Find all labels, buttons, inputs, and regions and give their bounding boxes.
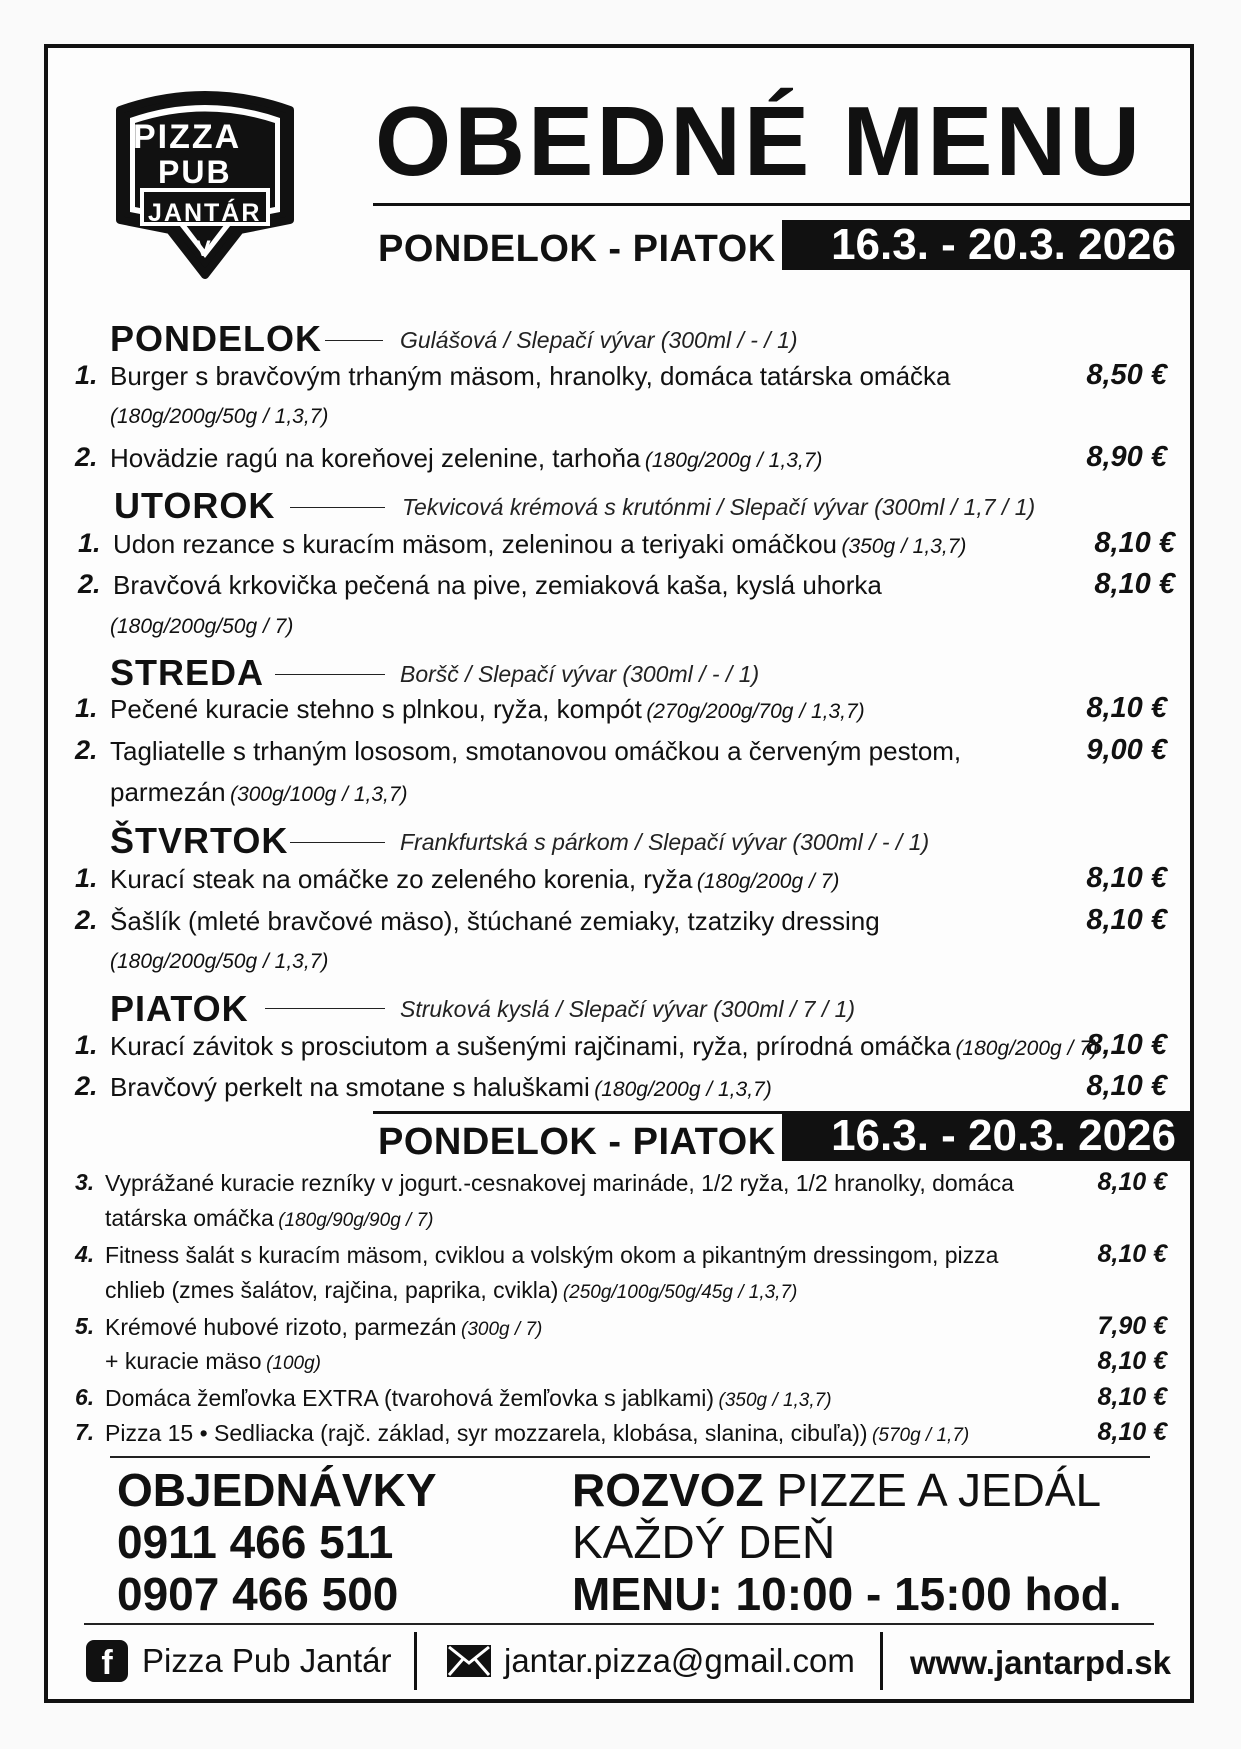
weekly-item-price: 8,10 € xyxy=(1097,1240,1167,1268)
item-allergens: (180g/200g / 1,3,7) xyxy=(644,449,823,472)
item-price: 8,10 € xyxy=(1086,862,1167,894)
day-title: UTOROK xyxy=(114,485,276,526)
item-number: 2. xyxy=(75,442,98,472)
item-allergens: (180g/200g/50g / 1,3,7) xyxy=(110,405,329,428)
weekly-item-text: Krémové hubové rizoto, parmezán xyxy=(105,1314,457,1340)
delivery-bold: ROZVOZ xyxy=(572,1464,764,1516)
weekly-item-addon: + kuracie mäso xyxy=(105,1348,262,1374)
item-price: 8,10 € xyxy=(1094,568,1175,600)
day-rule xyxy=(290,842,385,843)
email-link[interactable] xyxy=(446,1637,855,1685)
footer-separator xyxy=(414,1632,417,1690)
day-title: ŠTVRTOK xyxy=(110,820,289,861)
date-range: 16.3. - 20.3. 2026 xyxy=(831,220,1176,269)
facebook-name: Pizza Pub Jantár xyxy=(142,1642,392,1679)
weekly-item-row xyxy=(105,1205,434,1232)
item-number: 2. xyxy=(75,1071,98,1101)
weekly-item-text: Domáca žemľovka EXTRA (tvarohová žemľovka s jablkami) xyxy=(105,1385,715,1411)
footer-separator xyxy=(880,1632,883,1690)
item-price: 8,50 € xyxy=(1086,359,1167,391)
day-title: PONDELOK xyxy=(110,318,323,359)
weekly-item-text: Vyprážané kuracie rezníky v jogurt.-cesnakovej marináde, 1/2 ryža, 1/2 hranolky, domáca xyxy=(105,1170,1014,1196)
item-text: Hovädzie ragú na koreňovej zelenine, tarhoňa xyxy=(110,443,641,473)
item-text: Kurací steak na omáčke zo zeleného korenia, ryža xyxy=(110,864,693,894)
orders-phone-1[interactable]: 0911 466 511 xyxy=(117,1516,394,1568)
range-label: PONDELOK - PIATOK xyxy=(378,228,776,270)
day-soup: Tekvicová krémová s krutónmi / Slepačí vývar (300ml / 1,7 / 1) xyxy=(402,494,1036,520)
item-price: 8,10 € xyxy=(1094,527,1175,559)
weekly-item-row xyxy=(105,1314,542,1341)
item-number: 2. xyxy=(75,735,98,765)
item-text: Šašlík (mleté bravčové mäso), štúchané zemiaky, tzatziky dressing xyxy=(110,906,880,936)
item-text: Bravčová krkovička pečená na pive, zemiaková kaša, kyslá uhorka xyxy=(113,570,882,600)
weekly-item-price: 8,10 € xyxy=(1097,1418,1167,1446)
weekly-item-row xyxy=(105,1385,832,1412)
weekly-item-text-continued: chlieb (zmes šalátov, rajčina, paprika, cvikla) xyxy=(105,1277,559,1303)
item-allergens: (180g/200g/50g / 1,3,7) xyxy=(110,950,329,973)
logo-line-2: PUB xyxy=(158,154,232,190)
day-soup: Gulášová / Slepačí vývar (300ml / - / 1) xyxy=(400,327,798,353)
orders-label: OBJEDNÁVKY xyxy=(117,1464,437,1516)
item-allergens: (270g/200g/70g / 1,3,7) xyxy=(646,700,865,723)
weekly-item-price: 7,90 € xyxy=(1097,1312,1167,1340)
item-price: 8,10 € xyxy=(1086,1070,1167,1102)
weekly-item-row xyxy=(105,1420,969,1447)
day-rule xyxy=(325,340,383,341)
weekly-divider xyxy=(373,1111,783,1114)
page-title: OBEDNÉ MENU xyxy=(375,86,1144,196)
item-price: 8,10 € xyxy=(1086,904,1167,936)
weekly-item-row xyxy=(105,1277,797,1304)
item-row xyxy=(110,443,822,474)
item-number: 2. xyxy=(78,569,101,599)
weekly-date-bar xyxy=(782,1111,1194,1161)
weekly-item-allergens: (300g / 7) xyxy=(461,1319,543,1340)
day-title: PIATOK xyxy=(110,988,249,1029)
item-allergens: (180g/200g/50g / 7) xyxy=(110,615,294,638)
title-underline xyxy=(373,203,1193,206)
footer-top-rule xyxy=(84,1623,1154,1625)
day-rule xyxy=(290,507,385,508)
item-price: 8,10 € xyxy=(1086,1029,1167,1061)
item-row xyxy=(110,777,408,808)
item-price: 8,10 € xyxy=(1086,692,1167,724)
weekly-item-price: 8,10 € xyxy=(1097,1168,1167,1196)
item-allergens: (350g / 1,3,7) xyxy=(841,535,967,558)
item-text: Kurací závitok s prosciutom a sušenými rajčinami, ryža, prírodná omáčka xyxy=(110,1031,951,1061)
item-number: 1. xyxy=(75,693,98,723)
weekly-item-allergens: (350g / 1,3,7) xyxy=(718,1390,832,1411)
item-text: Burger s bravčovým trhaným mäsom, hranolky, domáca tatárska omáčka xyxy=(110,361,951,391)
delivery-line-2: KAŽDÝ DEŇ xyxy=(572,1516,836,1568)
facebook-icon: f xyxy=(86,1640,128,1682)
weekly-item-number: 7. xyxy=(75,1419,95,1445)
weekly-item-number: 6. xyxy=(75,1384,95,1410)
item-number: 1. xyxy=(75,863,98,893)
item-allergens: (180g/200g / 1,3,7) xyxy=(594,1078,772,1101)
weekly-item-allergens: (250g/100g/50g/45g / 1,3,7) xyxy=(562,1282,798,1303)
item-row xyxy=(110,1072,772,1103)
delivery-hours: MENU: 10:00 - 15:00 hod. xyxy=(572,1568,1122,1620)
weekly-item-row xyxy=(105,1348,321,1375)
item-text: Bravčový perkelt na smotane s haluškami xyxy=(110,1072,590,1102)
logo-line-4: V xyxy=(196,236,211,261)
item-number: 2. xyxy=(75,905,98,935)
weekly-item-text-continued: tatárska omáčka xyxy=(105,1205,274,1231)
day-rule xyxy=(275,674,385,675)
facebook-link[interactable] xyxy=(86,1637,391,1685)
mail-icon xyxy=(446,1644,492,1678)
item-number: 1. xyxy=(75,1030,98,1060)
day-soup: Struková kyslá / Slepačí vývar (300ml / 7 / 1) xyxy=(400,996,856,1022)
item-text: Tagliatelle s trhaným lososom, smotanovou omáčkou a červeným pestom, xyxy=(110,736,962,766)
weekly-item-number: 4. xyxy=(75,1241,95,1267)
item-number: 1. xyxy=(78,528,101,558)
website-link[interactable]: www.jantarpd.sk xyxy=(910,1644,1172,1681)
weekly-item-allergens: (100g) xyxy=(266,1353,321,1374)
weekly-bottom-rule xyxy=(110,1456,1150,1458)
logo-line-1: PIZZA xyxy=(133,118,242,156)
day-soup: Frankfurtská s párkom / Slepačí vývar (300ml / - / 1) xyxy=(400,829,930,855)
weekly-range-label: PONDELOK - PIATOK xyxy=(378,1121,776,1163)
weekly-item-text: Pizza 15 • Sedliacka (rajč. základ, syr mozzarela, klobása, slanina, cibuľa)) xyxy=(105,1420,868,1446)
delivery-line-1 xyxy=(572,1463,1101,1517)
weekly-item-price: 8,10 € xyxy=(1097,1383,1167,1411)
orders-phone-2[interactable]: 0907 466 500 xyxy=(117,1568,399,1620)
item-allergens: (300g/100g / 1,3,7) xyxy=(230,783,408,806)
item-row xyxy=(113,529,966,560)
weekly-item-text: Fitness šalát s kuracím mäsom, cviklou a volským okom a pikantným dressingom, pizza xyxy=(105,1242,999,1268)
weekly-item-allergens: (180g/90g/90g / 7) xyxy=(278,1210,434,1231)
item-row xyxy=(110,1031,1098,1062)
date-range-bar xyxy=(782,220,1194,270)
delivery-rest: PIZZE A JEDÁL xyxy=(763,1464,1102,1516)
weekly-item-price: 8,10 € xyxy=(1097,1347,1167,1375)
item-price: 9,00 € xyxy=(1086,734,1167,766)
item-text: Udon rezance s kuracím mäsom, zeleninou a teriyaki omáčkou xyxy=(113,529,837,559)
item-text-continued: parmezán xyxy=(110,777,226,807)
item-allergens: (180g/200g / 7) xyxy=(955,1037,1098,1060)
weekly-date-range: 16.3. - 20.3. 2026 xyxy=(831,1111,1176,1160)
day-soup: Boršč / Slepačí vývar (300ml / - / 1) xyxy=(400,661,760,687)
item-allergens: (180g/200g / 7) xyxy=(696,870,840,893)
item-number: 1. xyxy=(75,360,98,390)
item-text: Pečené kuracie stehno s plnkou, ryža, kompót xyxy=(110,694,642,724)
day-title: STREDA xyxy=(110,652,265,693)
weekly-item-allergens: (570g / 1,7) xyxy=(872,1425,970,1446)
item-price: 8,90 € xyxy=(1086,441,1167,473)
logo-line-3: JANTÁR xyxy=(148,199,262,227)
email-address: jantar.pizza@gmail.com xyxy=(504,1642,855,1679)
weekly-item-number: 3. xyxy=(75,1169,95,1195)
day-rule xyxy=(265,1008,385,1009)
weekly-item-number: 5. xyxy=(75,1313,95,1339)
item-row xyxy=(110,694,865,725)
item-row xyxy=(110,864,839,895)
